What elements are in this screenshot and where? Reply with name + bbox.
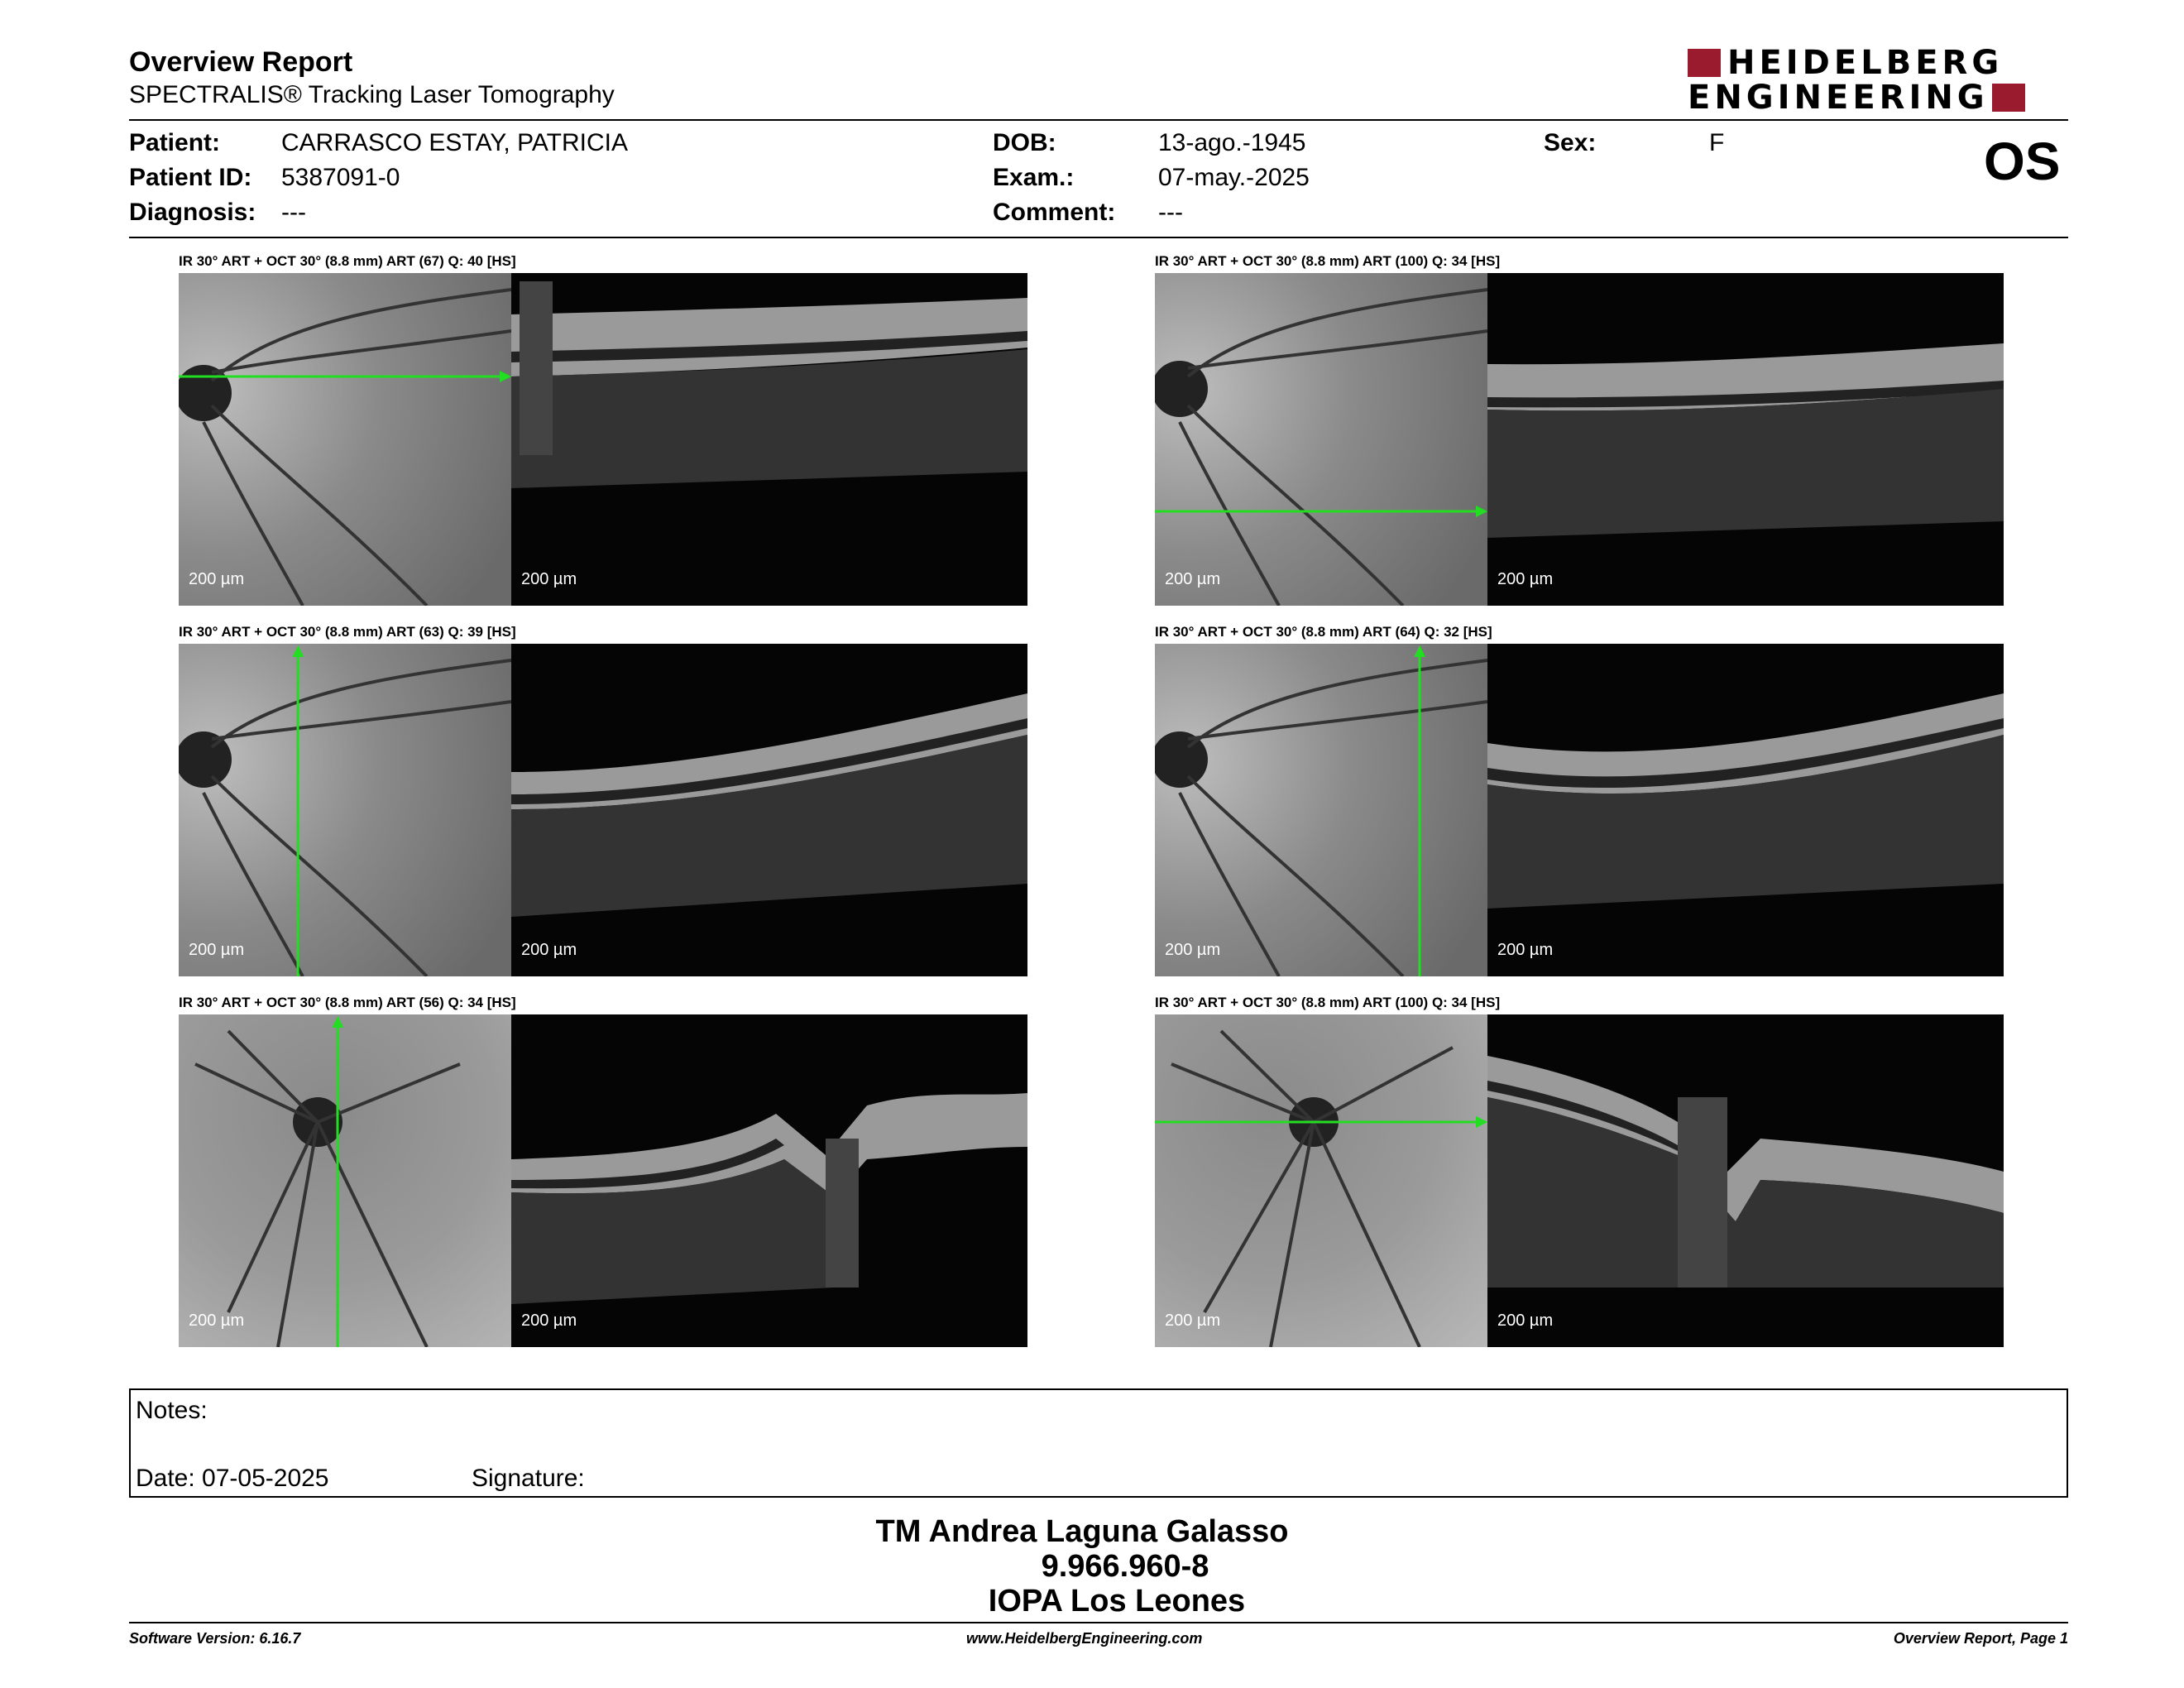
comment-label: Comment: bbox=[993, 199, 1116, 226]
ir-scale-bar: 200 µm bbox=[1165, 570, 1221, 588]
scan-panel[interactable] bbox=[179, 253, 1029, 612]
logo-square-icon bbox=[1992, 84, 2025, 112]
logo-square-icon bbox=[1688, 49, 1721, 77]
oct-bscan-image[interactable] bbox=[1487, 273, 2004, 606]
ir-fundus-image[interactable] bbox=[179, 273, 511, 606]
ir-fundus-image[interactable] bbox=[1155, 273, 1487, 606]
panel-caption: IR 30° ART + OCT 30° (8.8 mm) ART (67) Q: 40 [HS] bbox=[179, 253, 516, 269]
fundus-graphic bbox=[1155, 644, 1487, 976]
oct-scale-bar: 200 µm bbox=[521, 1312, 577, 1330]
oct-graphic bbox=[511, 273, 1027, 606]
exam-label: Exam.: bbox=[993, 164, 1075, 191]
oct-graphic bbox=[1487, 644, 2004, 976]
patient-id-label: Patient ID: bbox=[129, 164, 252, 191]
signature-label: Signature: bbox=[472, 1465, 585, 1492]
ir-scale-bar: 200 µm bbox=[1165, 941, 1221, 959]
panel-caption: IR 30° ART + OCT 30° (8.8 mm) ART (64) Q: 32 [HS] bbox=[1155, 624, 1492, 640]
page-number: Overview Report, Page 1 bbox=[1893, 1630, 2068, 1647]
oct-bscan-image[interactable] bbox=[511, 273, 1027, 606]
ir-fundus-image[interactable] bbox=[1155, 644, 1487, 976]
ir-fundus-image[interactable] bbox=[1155, 1014, 1487, 1347]
oct-scale-bar: 200 µm bbox=[1497, 941, 1554, 959]
date-label: Date: 07-05-2025 bbox=[136, 1465, 329, 1492]
diagnosis-value: --- bbox=[281, 199, 306, 226]
website-link[interactable]: www.HeidelbergEngineering.com bbox=[966, 1630, 1203, 1647]
oct-scale-bar: 200 µm bbox=[521, 570, 577, 588]
report-title: Overview Report bbox=[129, 46, 353, 78]
panel-caption: IR 30° ART + OCT 30° (8.8 mm) ART (63) Q: 39 [HS] bbox=[179, 624, 516, 640]
panel-caption: IR 30° ART + OCT 30° (8.8 mm) ART (56) Q: 34 [HS] bbox=[179, 995, 516, 1010]
panel-caption: IR 30° ART + OCT 30° (8.8 mm) ART (100) Q: 34 [HS] bbox=[1155, 253, 1501, 269]
comment-value: --- bbox=[1158, 199, 1183, 226]
sex-label: Sex: bbox=[1544, 129, 1597, 156]
diagnosis-label: Diagnosis: bbox=[129, 199, 256, 226]
dob-value: 13-ago.-1945 bbox=[1158, 129, 1306, 156]
scan-panel[interactable] bbox=[179, 995, 1029, 1354]
dob-label: DOB: bbox=[993, 129, 1056, 156]
oct-graphic bbox=[1487, 1014, 2004, 1347]
eye-indicator: OS bbox=[1984, 132, 2061, 191]
fundus-graphic bbox=[179, 1014, 511, 1347]
oct-graphic bbox=[511, 644, 1027, 976]
logo-line1: HEIDELBERG bbox=[1727, 44, 2004, 82]
oct-bscan-image[interactable] bbox=[511, 1014, 1027, 1347]
heidelberg-logo bbox=[1688, 46, 2068, 115]
oct-scale-bar: 200 µm bbox=[521, 941, 577, 959]
oct-graphic bbox=[1487, 273, 2004, 606]
panel-caption: IR 30° ART + OCT 30° (8.8 mm) ART (100) Q: 34 [HS] bbox=[1155, 995, 1501, 1010]
info-divider bbox=[129, 237, 2068, 238]
header-divider bbox=[129, 119, 2068, 121]
signatory-id: 9.966.960-8 bbox=[1041, 1549, 1209, 1584]
sex-value: F bbox=[1709, 129, 1725, 156]
oct-graphic bbox=[511, 1014, 1027, 1347]
signatory-institution: IOPA Los Leones bbox=[988, 1584, 1246, 1618]
signatory-name: TM Andrea Laguna Galasso bbox=[875, 1514, 1289, 1549]
ir-scale-bar: 200 µm bbox=[189, 570, 245, 588]
notes-label: Notes: bbox=[136, 1397, 208, 1424]
oct-bscan-image[interactable] bbox=[1487, 644, 2004, 976]
oct-scale-bar: 200 µm bbox=[1497, 570, 1554, 588]
patient-id: 5387091-0 bbox=[281, 164, 400, 191]
ir-scale-bar: 200 µm bbox=[189, 941, 245, 959]
exam-value: 07-may.-2025 bbox=[1158, 164, 1310, 191]
footer-divider bbox=[129, 1622, 2068, 1623]
oct-bscan-image[interactable] bbox=[1487, 1014, 2004, 1347]
ir-scale-bar: 200 µm bbox=[189, 1312, 245, 1330]
scan-panel[interactable] bbox=[1155, 253, 2005, 612]
fundus-graphic bbox=[1155, 1014, 1487, 1347]
report-subtitle: SPECTRALIS® Tracking Laser Tomography bbox=[129, 81, 615, 108]
patient-label: Patient: bbox=[129, 129, 221, 156]
patient-name: CARRASCO ESTAY, PATRICIA bbox=[281, 129, 628, 156]
ir-scale-bar: 200 µm bbox=[1165, 1312, 1221, 1330]
notes-box bbox=[129, 1388, 2068, 1498]
scan-panel[interactable] bbox=[1155, 624, 2005, 983]
ir-fundus-image[interactable] bbox=[179, 644, 511, 976]
logo-line2: ENGINEERING bbox=[1688, 79, 1989, 117]
fundus-graphic bbox=[179, 273, 511, 606]
scan-panel[interactable] bbox=[179, 624, 1029, 983]
oct-scale-bar: 200 µm bbox=[1497, 1312, 1554, 1330]
ir-fundus-image[interactable] bbox=[179, 1014, 511, 1347]
oct-bscan-image[interactable] bbox=[511, 644, 1027, 976]
fundus-graphic bbox=[179, 644, 511, 976]
software-version: Software Version: 6.16.7 bbox=[129, 1630, 301, 1647]
fundus-graphic bbox=[1155, 273, 1487, 606]
scan-panel[interactable] bbox=[1155, 995, 2005, 1354]
